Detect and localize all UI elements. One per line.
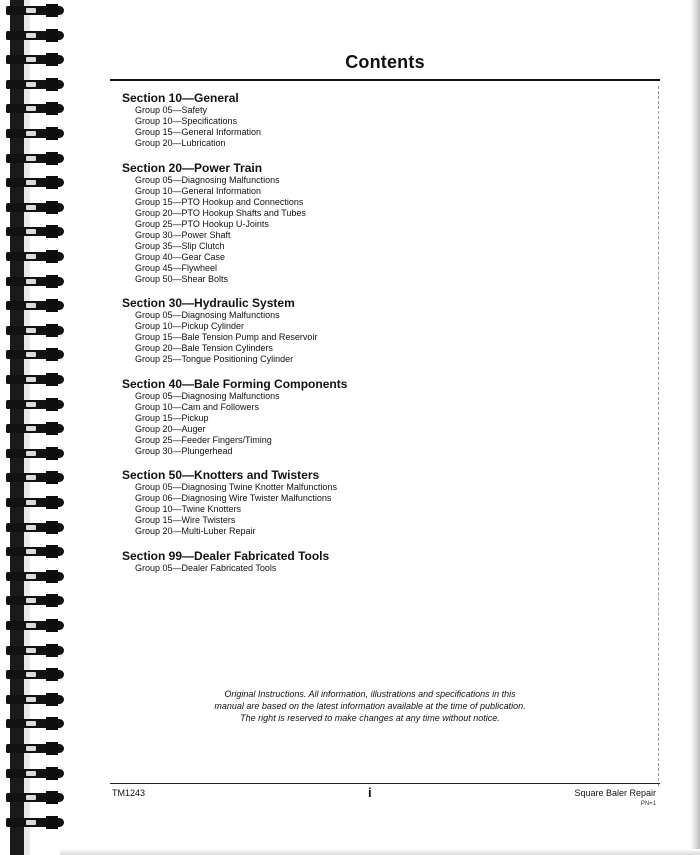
group-list <box>122 105 642 149</box>
group-item[interactable]: Group 45—Flywheel <box>135 262 218 273</box>
group-item[interactable]: Group 05—Diagnosing Malfunctions <box>135 310 280 320</box>
binding-hole <box>46 767 58 780</box>
frame-right-border <box>658 86 659 786</box>
group-item[interactable]: Group 25—Tongue Positioning Cylinder <box>135 354 294 364</box>
group-item[interactable]: Group 10—Specifications <box>135 116 238 126</box>
binding-hole <box>46 668 58 681</box>
binding-hole <box>46 496 58 509</box>
group-item[interactable]: Group 25—PTO Hookup U-Joints <box>135 218 269 229</box>
manual-title: Square Baler Repair <box>574 788 656 798</box>
group-item[interactable]: Group 05—Safety <box>135 105 208 115</box>
group-item[interactable]: Group 05—Dealer Fabricated Tools <box>135 562 277 573</box>
binding-hole <box>46 717 58 730</box>
binding-hole <box>46 471 58 484</box>
binding-hole <box>46 4 58 17</box>
binding-hole <box>46 324 58 337</box>
binding-hole <box>46 225 58 238</box>
binding-hole <box>46 373 58 386</box>
binding-hole <box>46 447 58 460</box>
binding-hole <box>46 791 58 804</box>
binding-hole <box>46 398 58 411</box>
binding-hole <box>46 78 58 91</box>
binding-hole <box>46 201 58 214</box>
group-list <box>122 310 642 365</box>
group-item[interactable]: Group 30—Plungerhead <box>135 445 233 456</box>
group-item[interactable]: Group 30—Power Shaft <box>135 229 231 240</box>
section-title[interactable]: Section 30—Hydraulic System <box>122 296 295 310</box>
binding-hole <box>46 545 58 558</box>
title-rule <box>110 79 660 81</box>
group-item[interactable]: Group 05—Diagnosing Twine Knotter Malfunctions <box>135 482 337 492</box>
section-title[interactable]: Section 40—Bale Forming Components <box>122 376 348 391</box>
manual-number: TM1243 <box>112 788 146 798</box>
binding-hole <box>46 102 58 115</box>
binding-hole <box>46 422 58 435</box>
section-20 <box>122 162 642 285</box>
page-edge-right <box>690 0 700 855</box>
section-10 <box>122 92 642 149</box>
notice-line: manual are based on the latest information available at the time of publication. <box>214 701 526 711</box>
group-item[interactable]: Group 10—Pickup Cylinder <box>135 321 245 331</box>
binding-hole <box>46 152 58 165</box>
group-item[interactable]: Group 20—Multi-Luber Repair <box>135 526 256 536</box>
group-item[interactable]: Group 15—Wire Twisters <box>135 515 236 525</box>
group-item[interactable]: Group 50—Shear Bolts <box>135 273 229 284</box>
page-title: Contents <box>345 52 425 72</box>
binding-hole <box>46 127 58 140</box>
group-item[interactable]: Group 15—General Information <box>135 127 262 137</box>
group-item[interactable]: Group 40—Gear Case <box>135 251 226 262</box>
binding-hole <box>46 275 58 288</box>
binding-hole <box>46 619 58 632</box>
group-item[interactable]: Group 05—Diagnosing Malfunctions <box>135 174 280 185</box>
binding-hole <box>46 29 58 42</box>
group-item[interactable]: Group 05—Diagnosing Malfunctions <box>135 390 280 401</box>
section-30 <box>122 297 642 365</box>
publication-notice <box>180 688 560 724</box>
page-number: i <box>368 785 372 800</box>
group-list <box>122 563 642 574</box>
section-50 <box>122 469 642 537</box>
group-list <box>122 482 642 537</box>
group-item[interactable]: Group 15—PTO Hookup and Connections <box>135 196 304 207</box>
notice-line: Original Instructions. All information, illustrations and specifications in this <box>224 689 516 699</box>
section-99 <box>122 550 642 574</box>
binding-hole <box>46 521 58 534</box>
group-item[interactable]: Group 20—Bale Tension Cylinders <box>135 343 273 353</box>
group-item[interactable]: Group 10—Cam and Followers <box>135 401 260 412</box>
binding-hole <box>46 299 58 312</box>
group-item[interactable]: Group 20—Lubrication <box>135 138 226 148</box>
group-item[interactable]: Group 15—Bale Tension Pump and Reservoir <box>135 332 318 342</box>
binding-hole <box>46 594 58 607</box>
binding-hole <box>46 644 58 657</box>
group-item[interactable]: Group 20—PTO Hookup Shafts and Tubes <box>135 207 306 218</box>
notice-line: The right is reserved to make changes at any time without notice. <box>240 713 500 723</box>
binding-hole <box>46 570 58 583</box>
group-item[interactable]: Group 35—Slip Clutch <box>135 240 225 251</box>
binding-hole <box>46 742 58 755</box>
binding-hole <box>46 348 58 361</box>
section-40 <box>122 378 642 457</box>
binding-hole <box>46 53 58 66</box>
table-of-contents <box>122 92 642 586</box>
binding-hole <box>46 250 58 263</box>
footer-rule <box>110 783 660 784</box>
binding-hole <box>46 816 58 829</box>
group-item[interactable]: Group 10—Twine Knotters <box>135 504 242 514</box>
footer-code: PN=1 <box>640 801 656 807</box>
spiral-binding <box>0 0 70 855</box>
section-title[interactable]: Section 99—Dealer Fabricated Tools <box>122 548 330 563</box>
section-title[interactable]: Section 50—Knotters and Twisters <box>122 468 320 482</box>
group-item[interactable]: Group 10—General Information <box>135 185 262 196</box>
group-item[interactable]: Group 15—Pickup <box>135 412 209 423</box>
group-item[interactable]: Group 20—Auger <box>135 423 206 434</box>
section-title[interactable]: Section 10—General <box>122 91 239 105</box>
section-title[interactable]: Section 20—Power Train <box>122 160 263 175</box>
group-item[interactable]: Group 06—Diagnosing Wire Twister Malfunctions <box>135 493 332 503</box>
group-item[interactable]: Group 25—Feeder Fingers/Timing <box>135 434 272 445</box>
page-edge-bottom <box>60 849 700 855</box>
binding-hole <box>46 693 58 706</box>
group-list <box>122 175 642 285</box>
group-list <box>122 391 642 457</box>
binding-hole <box>46 176 58 189</box>
